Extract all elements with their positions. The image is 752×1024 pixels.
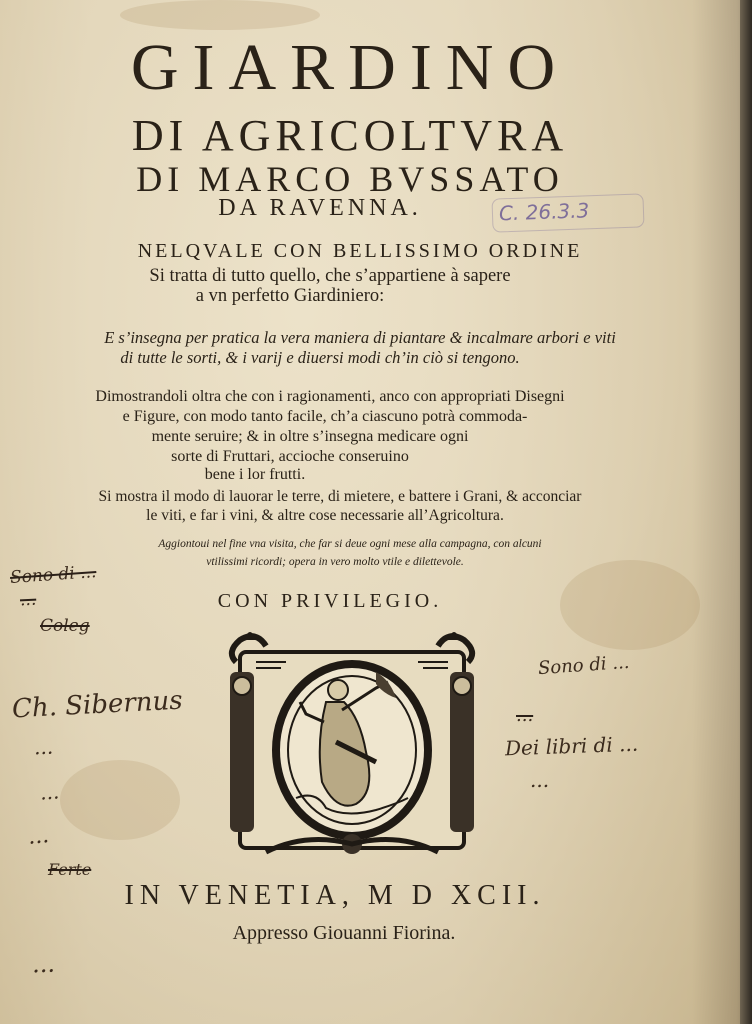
manuscript-note-right-1: Sono di ... [537, 651, 631, 680]
paragraph-1-line-3: mente seruire; & in oltre s’insegna medicare ogni [151, 428, 469, 445]
title-line-1: GIARDINO [130, 31, 570, 104]
printers-device-woodcut [226, 622, 478, 870]
publisher-line: Appresso Giouanni Fiorina. [232, 922, 456, 944]
manuscript-note-left-1: Ch. Sibernus [11, 685, 184, 725]
paragraph-2-line-1: Si mostra il modo di lauorar le terre, di mietere, e battere i Grani, & acconciar [98, 488, 582, 505]
device-figure-head [328, 680, 348, 700]
imprint-line: IN VENETIA, M D XCII. [124, 880, 546, 911]
device-urn-right [448, 632, 460, 640]
author-line: DI MARCO BVSSATO [136, 159, 564, 199]
subtitle-line-3: a vn perfetto Giardiniero: [195, 286, 385, 306]
italic-line-1: E s’insegna per pratica la vera maniera di piantare & incalmare arbori e viti [104, 328, 616, 347]
manuscript-note-right-3: ... [530, 768, 550, 792]
paper-stain [120, 0, 320, 30]
addition-note-line-2: vtilissimi ricordi; opera in vero molto vtile e dilettevole. [206, 556, 464, 568]
device-urn-left [244, 632, 256, 640]
subtitle-line-2: Si tratta di tutto quello, che s’appartiene à sapere [149, 266, 511, 286]
manuscript-note-left-2: ... [33, 734, 54, 760]
manuscript-note-bottom: ... [31, 949, 56, 979]
manuscript-note-right-struck: ... [516, 705, 534, 726]
italic-line-2: di tutte le sorti, & i varij e diuersi modi ch’in ciò si tengono. [120, 348, 520, 367]
book-spine-edge [740, 0, 752, 1024]
manuscript-note-right-2: Dei libri di ... [504, 731, 639, 761]
subtitle-caps: NELQVALE CON BELLISSIMO ORDINE [137, 240, 583, 262]
paragraph-1-line-4: sorte di Fruttari, accioche conseruino [171, 448, 409, 465]
paragraph-2-line-2: le viti, e far i vini, & altre cose necessarie all’Agricoltura. [146, 507, 504, 524]
manuscript-note-struck-2: ... [19, 589, 37, 611]
paragraph-1-line-1: Dimostrandoli oltra che con i ragionamenti, anco con appropriati Disegni [95, 388, 565, 405]
paragraph-1-line-2: e Figure, con modo tanto facile, ch’a ciascuno potrà commoda- [122, 408, 528, 425]
paragraph-1-line-5: bene i lor frutti. [204, 466, 306, 483]
manuscript-note-left-3: ... [39, 779, 60, 805]
privilege-line: CON PRIVILEGIO. [217, 590, 443, 612]
manuscript-note-left-4: ... [26, 823, 51, 850]
manuscript-note-left-5: Ferte [48, 860, 92, 879]
addition-note-line-1: Aggiontoui nel fine vna visita, che far si deue ogni mese alla campagna, con alcuni [158, 538, 542, 550]
title-line-2: DI AGRICOLTVRA [131, 111, 569, 160]
manuscript-note-struck-3: Coleg [40, 616, 90, 636]
paper-stain [60, 760, 180, 840]
library-shelf-mark: C. 26.3.3 [491, 193, 644, 232]
manuscript-note-struck-1: Sono di ... [9, 562, 97, 588]
author-origin: DA RAVENNA. [218, 195, 422, 221]
